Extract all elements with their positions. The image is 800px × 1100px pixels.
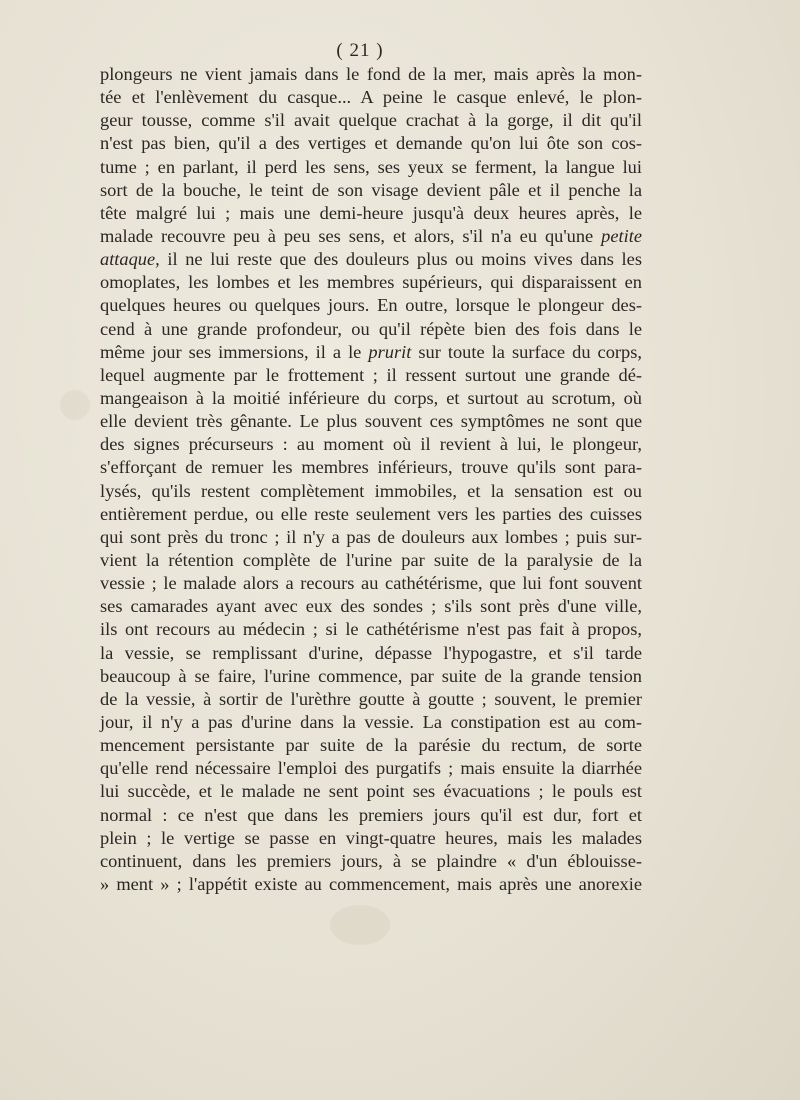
text-segment: il ne lui reste que des douleurs plus ou moins vives dans les (159, 249, 642, 270)
text-segment: beaucoup à se faire, l'urine commence, par suite de la grande tension (100, 665, 642, 686)
text-line (100, 480, 642, 503)
text-segment: omoplates, les lombes et les membres supérieurs, qui disparaissent en (100, 272, 642, 293)
page-number: ( 21 ) (336, 40, 384, 61)
text-segment: sur toute la surface du corps, (411, 341, 642, 362)
text-segment: sort de la bouche, le teint de son visage devient pâle et il penche la (100, 179, 642, 200)
text-line (100, 688, 642, 711)
text-line (100, 433, 642, 456)
text-segment: plongeurs ne vient jamais dans le fond de la mer, mais après la mon- (100, 64, 642, 84)
text-segment: vient la rétention complète de l'urine par suite de la paralysie de la (100, 549, 642, 570)
text-segment: lysés, qu'ils restent complètement immobiles, et la sensation est ou (100, 480, 642, 501)
text-line (100, 827, 642, 850)
text-line (100, 63, 642, 86)
text-line (100, 271, 642, 294)
text-segment: tume ; en parlant, il perd les sens, ses yeux se ferment, la langue lui (100, 156, 642, 177)
text-line (100, 873, 642, 896)
text-line (100, 156, 642, 179)
text-line (100, 202, 642, 225)
text-segment: tête malgré lui ; mais une demi-heure jusqu'à deux heures après, le (100, 202, 642, 223)
text-line (100, 642, 642, 665)
italic-text: attaque, (100, 249, 160, 270)
text-line (100, 572, 642, 595)
text-segment: lui succède, et le malade ne sent point ses évacuations ; le pouls est (100, 781, 642, 802)
text-segment: quelques heures ou quelques jours. En outre, lorsque le plongeur des- (100, 295, 642, 316)
paper-stain (60, 390, 90, 420)
text-segment: s'efforçant de remuer les membres inférieurs, trouve qu'ils sont para- (100, 457, 642, 478)
text-line (100, 387, 642, 410)
text-line (100, 804, 642, 827)
text-line (100, 595, 642, 618)
text-line (100, 618, 642, 641)
text-line (100, 757, 642, 780)
text-line (100, 503, 642, 526)
text-line (100, 225, 642, 248)
italic-text: prurit (368, 341, 412, 362)
text-segment: cend à une grande profondeur, ou qu'il répète bien des fois dans le (100, 318, 642, 339)
text-segment: lequel augmente par le frottement ; il ressent surtout une grande dé- (100, 364, 642, 385)
text-line (100, 734, 642, 757)
italic-text: petite (601, 225, 642, 246)
text-line (100, 850, 642, 873)
text-segment: entièrement perdue, ou elle reste seulement vers les parties des cuisses (100, 503, 642, 524)
text-segment: de la vessie, à sortir de l'urèthre goutte à goutte ; souvent, le premier (100, 688, 642, 709)
text-segment: plein ; le vertige se passe en vingt-quatre heures, mais les malades (100, 827, 642, 848)
text-line (100, 711, 642, 734)
text-line (100, 526, 642, 549)
text-segment: continuent, dans les premiers jours, à se plaindre « d'un éblouisse- (100, 850, 642, 871)
text-line (100, 132, 642, 155)
text-segment: même jour ses immersions, il a le (100, 341, 369, 362)
text-segment: qui sont près du tronc ; il n'y a pas de douleurs aux lombes ; puis sur- (100, 526, 642, 547)
text-segment: » ment » ; l'appétit existe au commencement, mais après une anorexie (100, 873, 642, 894)
text-segment: elle devient très gênante. Le plus souvent ces symptômes ne sont que (100, 411, 642, 432)
text-line (100, 248, 642, 271)
text-line (100, 410, 642, 433)
text-line (100, 318, 642, 341)
text-line (100, 364, 642, 387)
text-line (100, 179, 642, 202)
text-segment: ils ont recours au médecin ; si le cathétérisme n'est pas fait à propos, (100, 619, 642, 640)
text-segment: malade recouvre peu à peu ses sens, et alors, s'il n'a eu qu'une (100, 225, 602, 246)
paper-stain (330, 905, 390, 945)
text-segment: n'est pas bien, qu'il a des vertiges et demande qu'on lui ôte son cos- (100, 133, 642, 154)
text-line (100, 109, 642, 132)
text-segment: jour, il n'y a pas d'urine dans la vessie. La constipation est au com- (100, 711, 642, 732)
text-line (100, 86, 642, 109)
text-line (100, 665, 642, 688)
text-line (100, 456, 642, 479)
text-segment: vessie ; le malade alors a recours au cathétérisme, que lui font souvent (100, 573, 642, 594)
text-segment: la vessie, se remplissant d'urine, dépasse l'hypogastre, et s'il tarde (100, 642, 642, 663)
text-segment: geur tousse, comme s'il avait quelque crachat à la gorge, il dit qu'il (100, 110, 642, 131)
text-segment: mencement persistante par suite de la parésie du rectum, de sorte (100, 735, 642, 756)
text-segment: ses camarades ayant avec eux des sondes ; s'ils sont près d'une ville, (100, 596, 642, 617)
text-line (100, 341, 642, 364)
text-segment: qu'elle rend nécessaire l'emploi des purgatifs ; mais ensuite la diarrhée (100, 758, 642, 779)
text-segment: tée et l'enlèvement du casque... A peine le casque enlevé, le plon- (100, 87, 642, 108)
text-line (100, 294, 642, 317)
body-text (100, 63, 642, 896)
text-line (100, 780, 642, 803)
text-segment: normal : ce n'est que dans les premiers jours qu'il est dur, fort et (100, 804, 642, 825)
text-line (100, 549, 642, 572)
text-segment: mangeaison à la moitié inférieure du corps, et surtout au scrotum, où (100, 387, 642, 408)
text-segment: des signes précurseurs : au moment où il revient à lui, le plongeur, (100, 434, 642, 455)
